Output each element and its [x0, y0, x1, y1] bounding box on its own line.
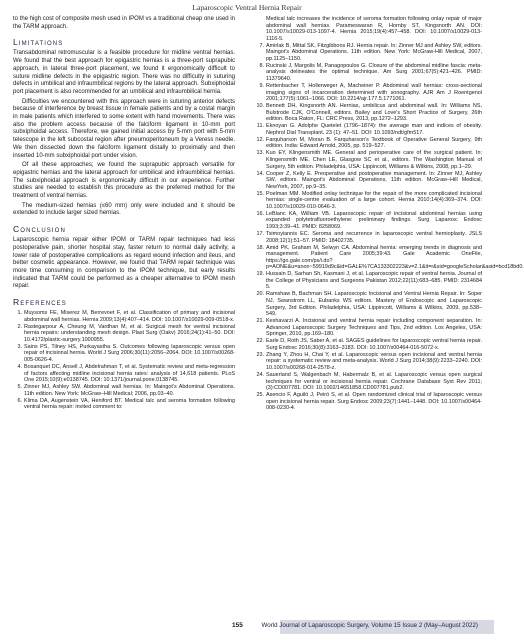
reference-item: 11. Eknoyan G. Adolphe Quetelet (1796–1874): the average man and indices of obesity. Nephrol Dial Transplant. 23 (1): 47–51. DOI: 10.1093/ndt/gfm517.: [256, 123, 482, 136]
conclusion-paragraph: Laparoscopic hernia repair either IPOM or TARM repair techniques had less postoperative pain, shorter hospital stay, faster return to normal daily activity, a lower rate of postoperative complications as regard wound infection and ileus, and better cosmetic appearance. However, we found that TARM repair technique was more time consuming in comparison to the IPOM technique, but early results indicated that TARM could be performed as a cheaper alternative to IPOM mesh repair.: [13, 237, 235, 290]
reference-item: 6. Klima DA, Augenstein VA, Heniford BT. Medical talc and seroma formation following ventral hernia repair: invited comment to:: [17, 397, 235, 411]
limitations-paragraph: Transabdominal retromuscular is a feasible procedure for midline ventral hernias. We found that the best approach for epigastric hernias is a three-port suprapubic approach, in lateral three-port placement, we found it ergonomically difficult to suture midline defects in the epigastric region. There was no difficulty in suturing defects in umbilical and infraumbilical regions by the lateral approach. Subxiphoidal port placement is also recommended for an umbilical and infraumbilical hernia.: [13, 50, 235, 95]
reference-item: 22. Earle D, Roth JS, Saber A, et al. SAGES guidelines for laparoscopic ventral hernia repair. Surg Endosc 2016;30(8):3163–3183. DOI: 10.1007/s00464-016-5072-x.: [256, 338, 482, 351]
reference-item: 2. Rastegarpour A, Cheung M, Vardhan M, et al. Surgical mesh for ventral incisional hernia repairs: understanding mesh design. Plast Surg (Oakv) 2016;24(1):41–50. DOI: 10.4172/plastic-surgery.1000955.: [17, 323, 235, 343]
page-number: 155: [232, 622, 243, 629]
reference-item: 19. Hussain D, Sarhan Sh, Kasmani J, et al. Laparoscopic repair of ventral hernia. Journal of the College of Physicians and Surgeons Pakistan 2012;22(11):683–685. PMID: 23146845.: [256, 271, 482, 291]
reference-item: 3. Sains PS, Tilney HS, Purkayastha S. Outcomes following laparoscopic versus open repair of incisional hernia. World J Surg 2006;30(11):2056–2064. DOI: 10.1007/s00268-005-0626-4.: [17, 343, 235, 363]
reference-item: 25. Asencio F, Aguiló J, Peiró S, et al. Open randomized clinical trial of laparoscopic versus open incisional hernia repair. Surg Endosc 2009;23(7):1441–1448. DOI: 10.1007/s00464-008-0230-4.: [256, 392, 482, 412]
left-column: [13, 16, 235, 411]
reference-item: 20. Ramshaw B, Bachman SH. Laparoscopic Incisional and Ventral Hernia Repair. In: Soper NJ, Swanstrom LL, Eubanks WS editors. Mastery of Endoscopic and Laparoscopic Surgery, 3rd Edition. Philadelphia, USA: Lippincott, Williams & Wilkins, 2009, pp.538–549.: [256, 291, 482, 318]
reference-item: 4. Bosanquet DC, Ansell J, Abdelrahman T, et al. Systematic review and meta-regression of factors affecting midline incisional hernia rates: analysis of 14,618 patients. PLoS One 2015;10(9):e0138745. DOI: 10.1371/journal.pone.0138745.: [17, 363, 235, 384]
reference-item: 5. Zinner MJ, Ashley SW. Abdominal wall hernias. In: Maingot's Abdominal Operations. 11th edition. New York: McGraw–Hill Medical; 2006, pp.03–40.: [17, 384, 235, 397]
limitations-paragraph: Difficulties we encountered with this approach were in suturing anterior defects because of interference by breast tissue in female patients and by a costal margin in male patients which interfered to some extent with hand movements. There was also the problem access because of the falciform ligament in 10-mm port subxiphoidal access. Therefore, we gained initial access by 5-mm port with 5-mm telescope in the left subcostal region after pneumoperitoneum by a Veress needle. We then dissected down the falciform ligament distally to proximally and then inserted 10-mm subxiphoidal port under vision.: [13, 98, 235, 159]
references-heading: References: [13, 297, 67, 308]
conclusion-heading: Conclusion: [13, 224, 66, 235]
reference-item: 13. Kuo EY, Klingensmith ME. General and perioperative care of the surgical patient. In: Klingensmith ME, Chen LE, Glasgow SC et al., editors. The Washington Manual of Surgery, 5th edition. Philadelphia, USA: Lippincott, Williams & Wilkins, 2008, pp.1–29.: [256, 150, 482, 170]
reference-item: 12. Farquharson M, Moran B. Farquharson's Textbook of Operative General Surgery, 9th edition. India: Edward Arnold, 2005, pp. 519–527.: [256, 136, 482, 150]
page-footer: [0, 620, 494, 640]
reference-item: 1. Muysoms FE, Miserez M, Berrevoet F, et al. Classification of primary and incisional abdominal wall hernias. Hernia 2009;13(4):407–414. DOI: 10.1007/s10029-009-0518-x.: [17, 310, 235, 323]
reference-item: 18. Amid PK, Graham M, Selwyn CA. Abdominal hernia: emerging trends in diagnosis and management. Patient Care 2005;39:43. Gale Academic OneFile, https://go.gale.com/ps/i.do?p=AONE&u=anon~59919d9c&id=GALE%7CA133302223&v=2.1&it=r&sid=googleScholar&asid=bcd18bd0.: [256, 244, 524, 271]
reference-item: 9. Rettenbacher T, Hollerweger A, Macheiner P. Abdominal wall hernias: cross-sectional imaging signs of incarceration determined with sonography. AJR Am J Roentgenol 2001;177(5):1061–1066. DOI: 10.2214/ajr.177.5.1771061.: [259, 82, 482, 103]
reference-item: 7. Amirlak B, Mittal SK, Fitzgibbons RJ. Hernia repair. In: Zinner MJ and Ashley SW, editors. Maingot's Abdominal Operations. 11th edition. New York: McGraw-Hill Medical, 2007, pp.1125–1150.: [259, 42, 482, 62]
reference-item: Medical talc increases the incidence of seroma formation following onlay repair of major abdominal wall hernias. Parameswaran R, Hornby ST, Kingsnorth AN. DOI: 10.1007/s10029-013-1097-4. Hernia 2015;19(4):457–458. DOI: 10.1007/s10029-013-1116-5.: [266, 16, 482, 42]
reference-list: [13, 310, 235, 411]
limitations-paragraph: The medium-sized hernias (≤60 mm) only were included and it should be extended to include larger sized hernias.: [13, 202, 235, 217]
reference-item: 21. Keshavarzi A. Incisional and ventral hernia repair including component separation. In: Advanced Laparoscopic Surgery Techniques and Tips, 2nd edition. Los Angeles, USA: Springer, 2010, pp.169–180.: [256, 318, 482, 338]
reference-item: 24. Sauerland S, Walgenbach M, Habermalz B, et al. Laparoscopic versus open surgical techniques for ventral or incisional hernia repair. Cochrane Database Syst Rev 2011;(3):CD007781. DOI: 10.1002/14651858.CD007781.pub2.: [256, 371, 482, 392]
reference-item: 15. Poelman MM. Modified onlay technique for the repair of the more complicated incisional hernias: single-centre evaluation of a large cohort. Hernia 2010;14(4):369–374. DOI: 10.1007/s10029-010-0646-3.: [256, 190, 482, 210]
reference-item: 10. Bennett DH, Kingsnorth AN. Hernias, umbilicus and abdominal wall. In: Williams NS, Bulstrode CJK, O'Connell, editors. Bailey and Love's Short Practice of Surgery, 26th edition. Boca Raton, FL: CRC Press, 2013, pp.1272–1293.: [256, 103, 482, 123]
intro-paragraph: to the high cost of composite mesh used in IPOM vs a traditional cheap one used in the TARM approach.: [13, 16, 235, 30]
running-head: Laparoscopic Ventral Hernia Repair: [192, 3, 302, 12]
reference-item: 8. Rucinski J, Margolis M, Panagopoulos G. Closure of the abdominal midline fascia: meta-analysis delineates the optimal technique. Am Surg 2001;67(5):421–426. PMID: 11379640.: [259, 62, 482, 82]
journal-citation: World Journal of Laparoscopic Surgery, Volume 15 Issue 2 (May–August 2022): [261, 622, 478, 629]
right-column: [255, 16, 524, 412]
reference-list: [255, 16, 524, 412]
reference-item: 14. Cooper Z, Kelly E. Preoperative and postoperative management. In: Zinner MJ, Ashley SW, editors. Maingot's Abdominal Operations, 11th edition. McGraw–Hill Medical, NewYork, 2007, pp.9–35.: [256, 170, 482, 190]
reference-item: 16. LeBlanc KA, William VB. Laparoscopic repair of incisional abdominal hernias using expanded polytetrafluoroethylene: preliminary findings. Surg Laparosc Endosc 1993;3:39–41. PMID: 8258069.: [256, 210, 482, 230]
reference-item: 17. Tsimoyiannis EC. Seroma and recurrence in laparoscopic ventral hernioplasty. JSLS 2008;12(1):51–57. PMID: 18402735.: [256, 231, 482, 244]
limitations-paragraph: Of all these approaches; we found the suprapubic approach versatile for epigastric hernias and the lateral approach for umbilical and infraumbilical hernias. The subxiphoidal approach is ergonomically difficult in our experience. Further studies are needed to establish this procedure as the preferred method for the treatment of ventral hernias.: [13, 162, 235, 200]
limitations-heading: Limitations: [13, 37, 64, 48]
reference-item: 23. Zhang Y, Zhou H, Chai Y, et al. Laparoscopic versus open incisional and ventral hernia repair: a systematic review and meta-analysis. World J Surg 2014;38(9):2233–2240. DOI: 10.1007/s00268-014-2578-z.: [256, 351, 482, 371]
